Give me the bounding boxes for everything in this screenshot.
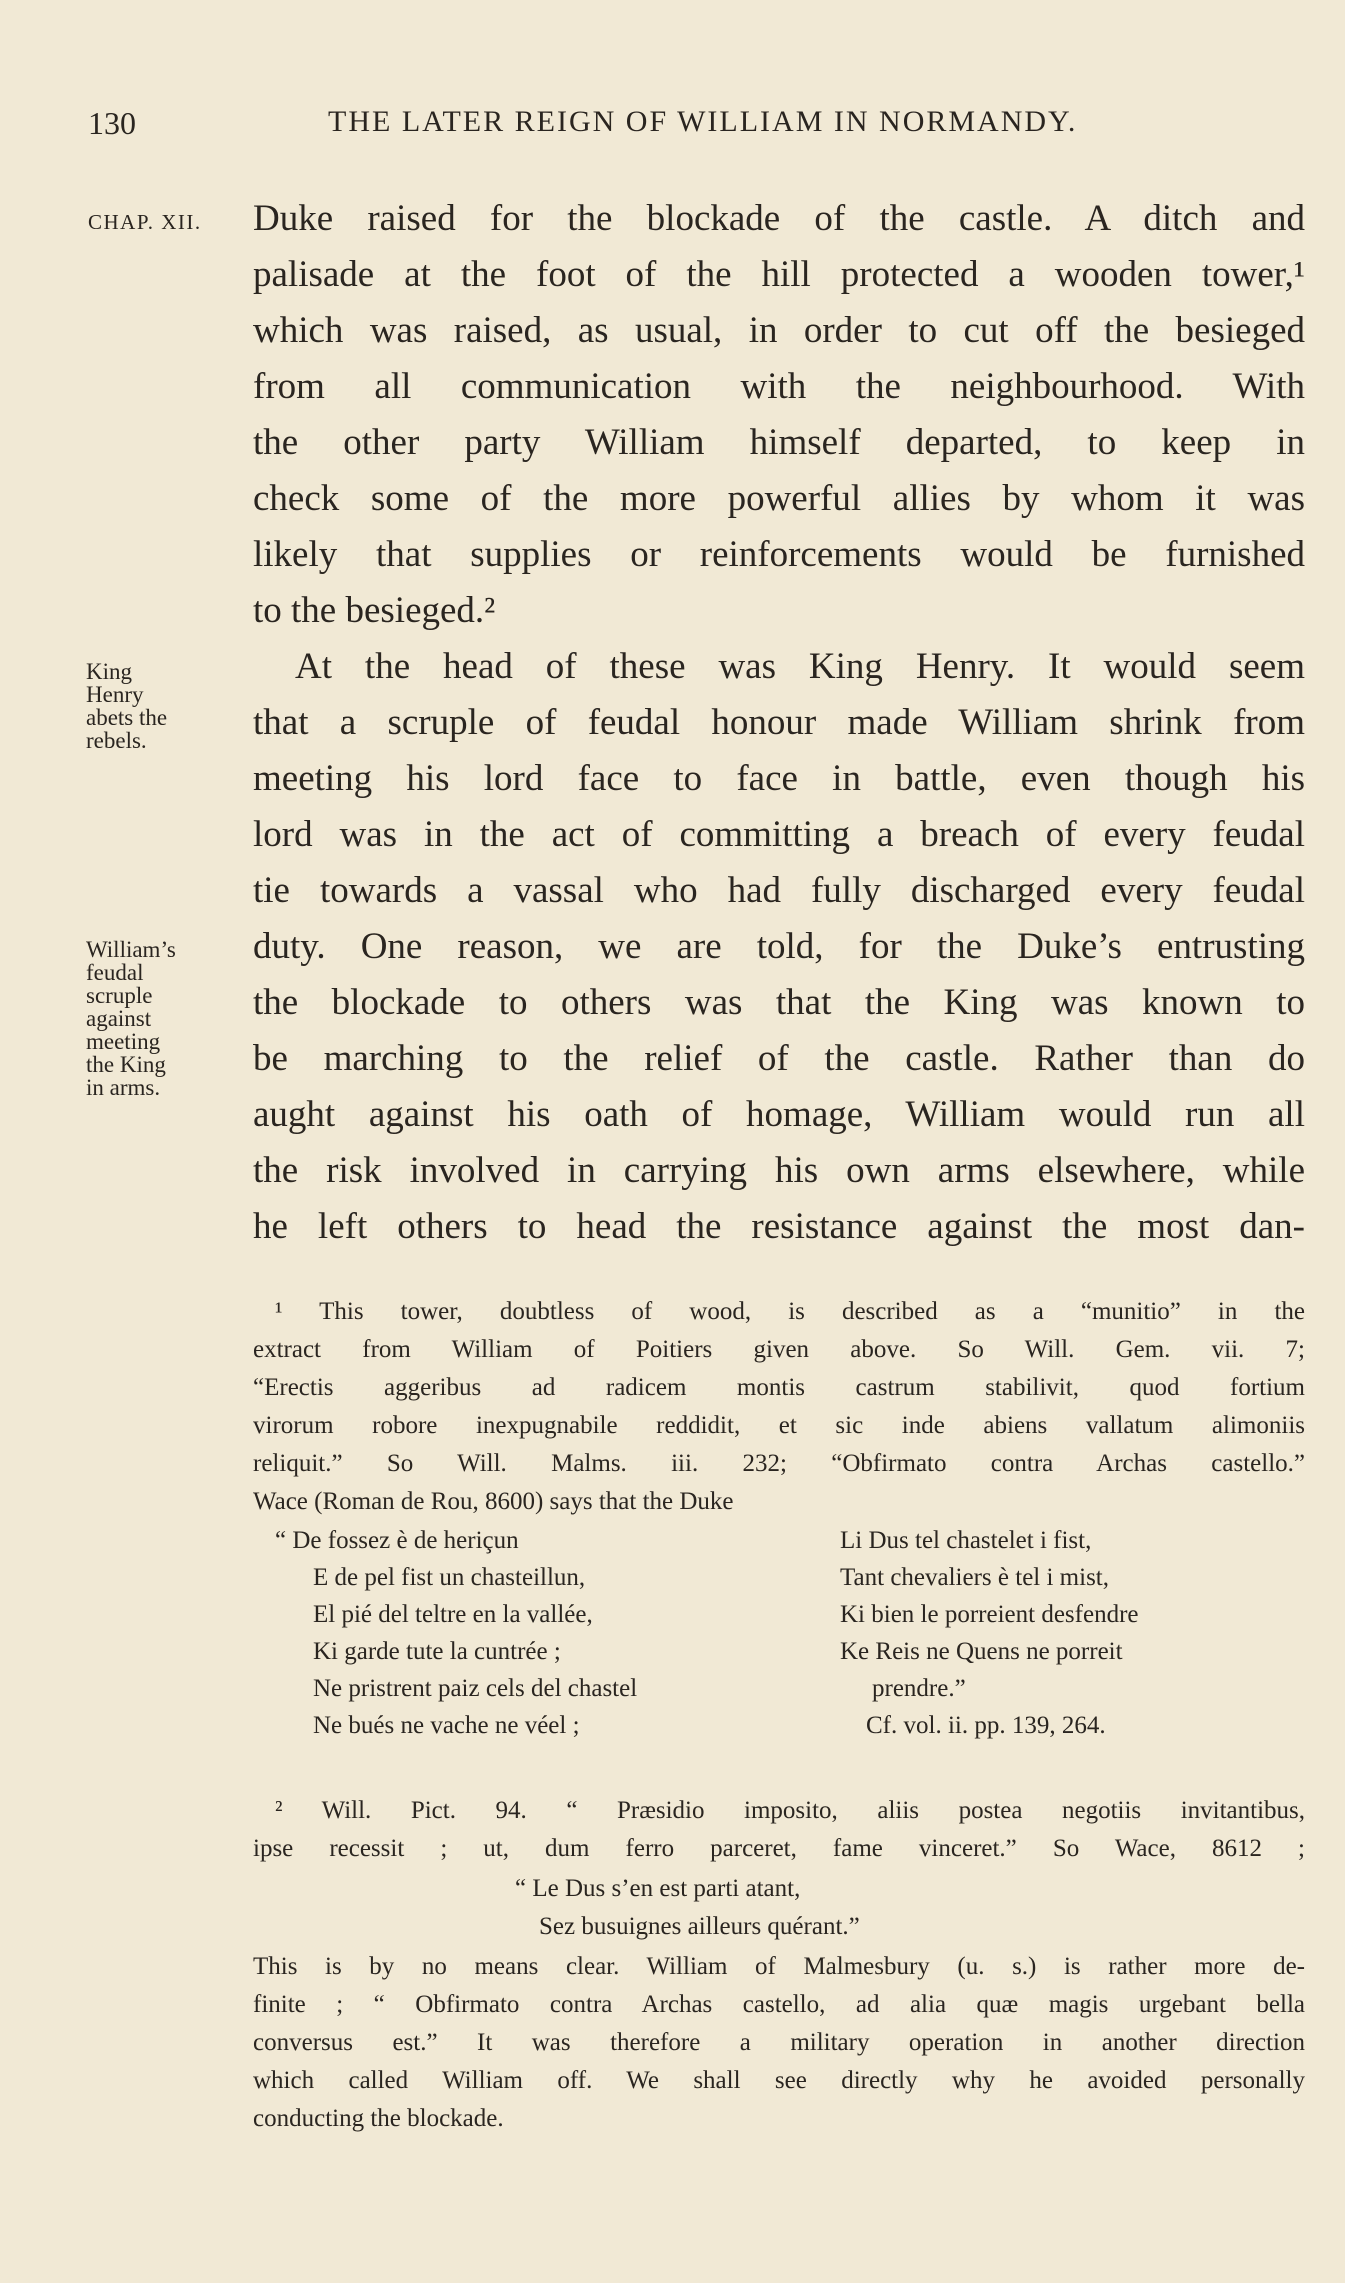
marginal-line: abets the <box>86 705 168 730</box>
verse-line: Ne pristrent paiz cels del chastel <box>313 1675 638 1702</box>
body-line: aught against his oath of homage, William would run all <box>253 1094 1305 1135</box>
footnote-line: ipse recessit ; ut, dum ferro parceret, fame vinceret.” So Wace, 8612 ; <box>253 1835 1305 1862</box>
footnote-line: conversus est.” It was therefore a military operation in another direction <box>253 2029 1305 2056</box>
verse-line: “ De fossez è de heriçun <box>275 1527 519 1554</box>
verse-line: Sez busuignes ailleurs quérant.” <box>539 1913 860 1940</box>
body-line: the other party William himself departed, to keep in <box>253 422 1305 463</box>
footnote-2 <box>253 1792 1305 1868</box>
body-line: palisade at the foot of the hill protected a wooden tower,¹ <box>253 254 1305 295</box>
body-line: he left others to head the resistance against the most dan- <box>253 1206 1305 1247</box>
marginal-line: against <box>86 1006 152 1031</box>
body-line: that a scruple of feudal honour made William shrink from <box>253 702 1305 743</box>
body-line: the blockade to others was that the King was known to <box>253 982 1305 1023</box>
verse-line: Ki bien le porreient desfendre <box>840 1601 1139 1628</box>
running-title: THE LATER REIGN OF WILLIAM IN NORMANDY. <box>328 105 1078 138</box>
marginal-line: meeting <box>86 1029 161 1054</box>
verse-line: E de pel fist un chasteillun, <box>313 1564 586 1591</box>
body-line: from all communication with the neighbourhood. With <box>253 366 1305 407</box>
body-line: At the head of these was King Henry. It would seem <box>295 646 1305 687</box>
verse-line: Tant chevaliers è tel i mist, <box>840 1564 1109 1591</box>
footnote-line: finite ; “ Obfirmato contra Archas castello, ad alia quæ magis urgebant bella <box>253 1991 1305 2018</box>
verse-line: Ke Reis ne Quens ne porreit <box>840 1638 1123 1665</box>
body-line: lord was in the act of committing a breach of every feudal <box>253 814 1305 855</box>
marginal-line: Henry <box>86 682 144 707</box>
footnote-line: “Erectis aggeribus ad radicem montis castrum stabilivit, quod fortium <box>253 1374 1305 1401</box>
body-line: check some of the more powerful allies by whom it was <box>253 478 1305 519</box>
marginal-line: the King <box>86 1052 166 1077</box>
footnote-line: which called William off. We shall see directly why he avoided personally <box>253 2067 1305 2094</box>
running-header <box>88 105 1248 155</box>
marginal-line: feudal <box>86 960 144 985</box>
footnote-line: reliquit.” So Will. Malms. iii. 232; “Obfirmato contra Archas castello.” <box>253 1450 1305 1477</box>
footnote-line: ² Will. Pict. 94. “ Præsidio imposito, aliis postea negotiis invitantibus, <box>275 1797 1305 1824</box>
marginal-line: William’s <box>86 937 176 962</box>
footnote-line: conducting the blockade. <box>253 2105 504 2132</box>
verse-line: prendre.” <box>872 1675 966 1702</box>
footnote-line: extract from William of Poitiers given above. So Will. Gem. vii. 7; <box>253 1336 1305 1363</box>
verse-line: Li Dus tel chastelet i fist, <box>840 1527 1092 1554</box>
footnote-2-continued <box>253 1948 1305 2138</box>
body-line: Duke raised for the blockade of the castle. A ditch and <box>253 198 1305 239</box>
main-body-text <box>253 191 1305 1255</box>
body-line: to the besieged.² <box>253 590 496 631</box>
marginal-note-feudal-scruple <box>86 938 176 1099</box>
wace-verse-left <box>275 1522 637 1744</box>
body-line: the risk involved in carrying his own arms elsewhere, while <box>253 1150 1305 1191</box>
footnote-line: This is by no means clear. William of Malmesbury (u. s.) is rather more de- <box>253 1953 1305 1980</box>
verse-line: El pié del teltre en la vallée, <box>313 1601 593 1628</box>
footnote-line: Wace (Roman de Rou, 8600) says that the Duke <box>253 1488 734 1515</box>
chapter-label: CHAP. XII. <box>88 210 202 234</box>
body-line: tie towards a vassal who had fully discharged every feudal <box>253 870 1305 911</box>
marginal-line: King <box>86 659 132 684</box>
verse-line: “ Le Dus s’en est parti atant, <box>515 1875 801 1902</box>
verse-line: Cf. vol. ii. pp. 139, 264. <box>866 1712 1106 1739</box>
wace-verse-right <box>840 1522 1139 1744</box>
footnote-line: ¹ This tower, doubtless of wood, is described as a “munitio” in the <box>275 1298 1305 1325</box>
footnote-line: virorum robore inexpugnabile reddidit, et sic inde abiens vallatum alimoniis <box>253 1412 1305 1439</box>
footnote-1 <box>253 1293 1305 1521</box>
marginal-line: in arms. <box>86 1075 161 1100</box>
marginal-line: scruple <box>86 983 153 1008</box>
body-line: meeting his lord face to face in battle, even though his <box>253 758 1305 799</box>
verse-line: Ki garde tute la cuntrée ; <box>313 1638 561 1665</box>
page-number: 130 <box>88 105 136 141</box>
wace-verse-centered <box>515 1870 860 1946</box>
body-line: be marching to the relief of the castle. Rather than do <box>253 1038 1305 1079</box>
body-line: which was raised, as usual, in order to cut off the besieged <box>253 310 1305 351</box>
marginal-line: rebels. <box>86 728 147 753</box>
body-line: likely that supplies or reinforcements would be furnished <box>253 534 1305 575</box>
body-line: duty. One reason, we are told, for the Duke’s entrusting <box>253 926 1305 967</box>
verse-line: Ne bués ne vache ne véel ; <box>313 1712 580 1739</box>
marginal-note-king-henry <box>86 660 167 752</box>
